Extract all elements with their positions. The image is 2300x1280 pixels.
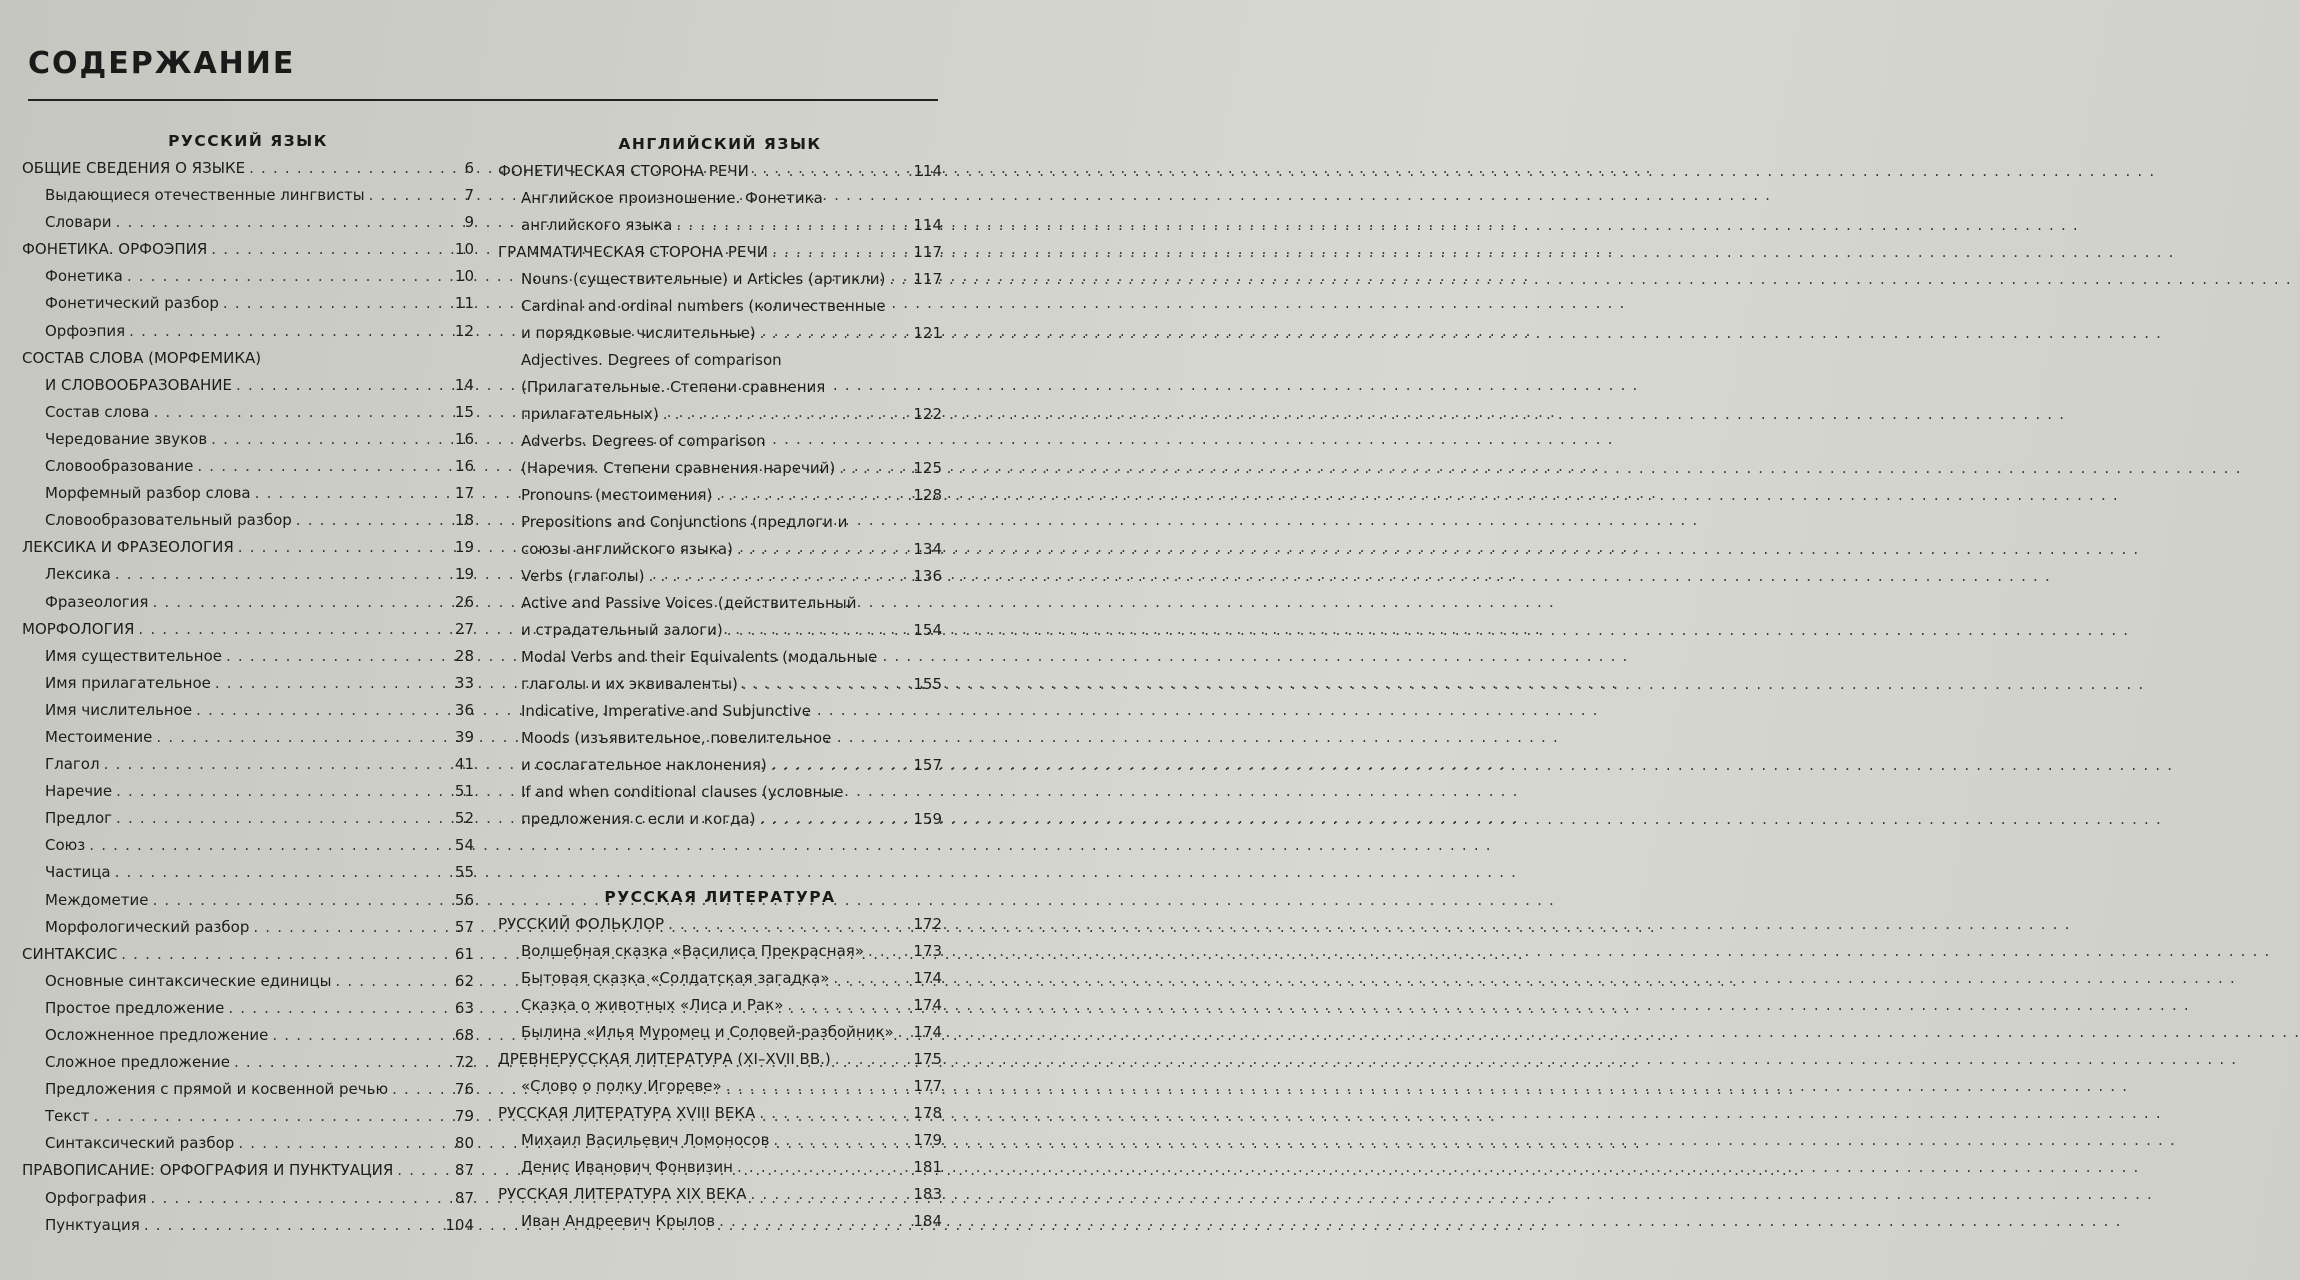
toc-entry-title: и страдательный залоги) xyxy=(521,621,723,639)
toc-entry[interactable] xyxy=(22,507,474,534)
dot-leader xyxy=(392,1076,453,1103)
toc-entry-title: Имя прилагательное xyxy=(45,673,211,692)
toc-entry[interactable] xyxy=(498,965,942,992)
toc-entry-title: Moods (изъявительное, повелительное xyxy=(521,729,832,747)
toc-entry-title: Морфемный разбор слова xyxy=(45,484,251,503)
toc-entry-title: Морфологический разбор xyxy=(45,917,250,936)
toc-entry[interactable] xyxy=(22,290,474,317)
toc-entry[interactable] xyxy=(22,724,474,751)
toc-entry[interactable] xyxy=(22,1076,474,1103)
toc-entry-title: Adjectives. Degrees of comparison xyxy=(521,351,782,369)
dot-leader xyxy=(238,1130,453,1157)
dot-leader xyxy=(750,1181,911,1208)
toc-entry-page-number: 178 xyxy=(913,1104,942,1122)
dot-leader xyxy=(726,1073,912,1100)
toc-entry[interactable] xyxy=(22,643,474,670)
toc-entry-title: союзы английского языка) xyxy=(521,540,733,558)
toc-entry-page-number: 159 xyxy=(913,810,942,828)
dot-leader xyxy=(197,453,453,480)
toc-entry[interactable] xyxy=(498,644,942,671)
toc-entry-page-number: 54 xyxy=(454,836,474,855)
toc-entry-page-number: 87 xyxy=(454,1161,474,1180)
toc-entry[interactable] xyxy=(498,428,942,455)
toc-entry-title: Состав слова xyxy=(45,402,150,421)
toc-entry[interactable] xyxy=(22,995,474,1022)
dot-leader xyxy=(116,209,463,236)
dot-leader xyxy=(719,1208,911,1235)
toc-entry-title: Pronouns (местоимения) xyxy=(521,486,713,504)
dot-leader xyxy=(226,643,453,670)
toc-entry[interactable] xyxy=(498,1181,942,1208)
dot-leader xyxy=(663,401,912,428)
toc-entry[interactable] xyxy=(498,806,942,833)
toc-entry-title: Предлог xyxy=(45,809,113,828)
toc-entry-title: Синтаксический разбор xyxy=(45,1134,235,1153)
toc-entry[interactable] xyxy=(22,182,474,209)
toc-entry-title: ФОНЕТИЧЕСКАЯ СТОРОНА РЕЧИ xyxy=(498,162,749,180)
toc-entry-page-number: 28 xyxy=(454,646,474,665)
toc-entry[interactable] xyxy=(22,778,474,805)
toc-entry-page-number: 177 xyxy=(913,1077,942,1095)
page-title: СОДЕРЖАНИЕ xyxy=(28,46,296,81)
section-gap xyxy=(498,833,942,884)
toc-entry-page-number: 63 xyxy=(454,998,474,1017)
dot-leader xyxy=(369,182,463,209)
toc-entry[interactable] xyxy=(22,399,474,426)
toc-entry-title: Фразеология xyxy=(45,592,149,611)
toc-entry-title: Modal Verbs and their Equivalents (модальные xyxy=(521,648,878,666)
dot-leader xyxy=(115,561,453,588)
dot-leader xyxy=(127,263,453,290)
toc-entry[interactable] xyxy=(498,590,942,617)
toc-entry-page-number: 16 xyxy=(454,457,474,476)
toc-entry-page-number: 33 xyxy=(454,673,474,692)
toc-entry[interactable] xyxy=(498,1154,942,1181)
toc-entry-page-number: 6 xyxy=(464,159,474,177)
toc-entry-title: Словообразование xyxy=(45,457,194,476)
dot-leader xyxy=(676,212,911,239)
toc-entry-page-number: 134 xyxy=(913,540,942,558)
toc-entry-page-number: 179 xyxy=(913,1131,942,1149)
toc-entry-page-number: 122 xyxy=(913,405,942,423)
toc-entry-title: Глагол xyxy=(45,755,100,774)
toc-entry-title: Орфография xyxy=(45,1188,147,1207)
toc-entry-title: прилагательных) xyxy=(521,405,659,423)
toc-entry[interactable] xyxy=(498,374,942,401)
toc-entry[interactable] xyxy=(498,752,942,779)
toc-entry-page-number: 55 xyxy=(454,863,474,882)
dot-leader xyxy=(272,1022,453,1049)
toc-entry-title: Союз xyxy=(45,836,86,855)
toc-entry-title: СОСТАВ СЛОВА (МОРФЕМИКА) xyxy=(22,348,262,367)
dot-leader xyxy=(727,617,912,644)
toc-entry-title: Имя существительное xyxy=(45,646,222,665)
toc-entry-title: Местоимение xyxy=(45,727,153,746)
toc-entry-page-number: 41 xyxy=(454,755,474,774)
toc-list-russian-language xyxy=(22,155,474,1239)
toc-entry-page-number: 11 xyxy=(454,294,474,313)
toc-entry[interactable] xyxy=(498,617,942,644)
toc-entry[interactable] xyxy=(22,263,474,290)
dot-leader xyxy=(196,697,453,724)
toc-entry[interactable] xyxy=(498,347,942,374)
toc-entry-title: Орфоэпия xyxy=(45,321,126,340)
toc-entry-title: Междометие xyxy=(45,890,149,909)
toc-entry-page-number: 68 xyxy=(454,1026,474,1044)
toc-entry-page-number: 136 xyxy=(913,567,942,585)
dot-leader xyxy=(116,778,453,805)
toc-entry-title: и сослагательное наклонения) xyxy=(521,756,767,774)
toc-entry-title: Михаил Васильевич Ломоносов xyxy=(521,1131,770,1149)
toc-entry[interactable] xyxy=(22,480,474,507)
toc-entry-title: Частица xyxy=(45,863,111,882)
dot-leader xyxy=(234,1049,453,1076)
toc-entry-page-number: 72 xyxy=(454,1053,474,1072)
toc-entry[interactable] xyxy=(498,536,942,563)
toc-entry[interactable] xyxy=(498,725,942,752)
toc-entry-page-number: 125 xyxy=(913,459,942,477)
toc-entry-page-number: 175 xyxy=(913,1050,942,1068)
dot-leader xyxy=(648,563,911,590)
toc-entry-page-number: 36 xyxy=(454,700,474,719)
dot-leader xyxy=(144,1212,444,1239)
toc-entry-page-number: 15 xyxy=(454,402,474,421)
toc-entry-title: ДРЕВНЕРУССКАЯ ЛИТЕРАТУРА (XI–XVII ВВ.) xyxy=(498,1050,831,1068)
toc-entry-title: Словари xyxy=(45,213,112,232)
dot-leader xyxy=(116,805,453,832)
dot-leader xyxy=(138,616,453,643)
toc-entry-page-number: 12 xyxy=(454,321,474,340)
toc-entry-title: «Слово о полку Игореве» xyxy=(521,1077,722,1095)
toc-entry-page-number: 172 xyxy=(913,915,942,933)
toc-entry-page-number: 76 xyxy=(454,1080,474,1099)
toc-entry-page-number: 117 xyxy=(913,243,942,261)
right-column xyxy=(498,131,942,1235)
dot-leader xyxy=(211,236,453,263)
dot-leader xyxy=(129,318,453,345)
toc-entry-title: Indicative, Imperative and Subjunctive xyxy=(521,702,811,720)
dot-leader xyxy=(115,859,453,886)
dot-leader xyxy=(228,995,453,1022)
toc-entry[interactable] xyxy=(498,266,942,293)
dot-leader xyxy=(156,724,452,751)
toc-entry-page-number: 79 xyxy=(454,1107,474,1126)
dot-leader xyxy=(223,290,453,317)
dot-leader xyxy=(335,968,452,995)
toc-entry[interactable] xyxy=(498,239,942,266)
toc-entry[interactable] xyxy=(498,671,942,698)
toc-entry[interactable] xyxy=(498,158,942,185)
toc-entry-title: Денис Иванович Фонвизин xyxy=(521,1158,733,1176)
toc-entry[interactable] xyxy=(22,751,474,778)
toc-entry-page-number: 19 xyxy=(454,538,474,557)
toc-entry[interactable] xyxy=(498,1208,942,1235)
toc-entry[interactable] xyxy=(22,236,474,263)
toc-entry[interactable] xyxy=(498,1073,942,1100)
toc-entry-page-number: 26 xyxy=(454,592,474,611)
toc-entry-title: Сказка о животных «Лиса и Рак» xyxy=(521,996,784,1014)
dot-leader xyxy=(742,671,912,698)
toc-entry[interactable] xyxy=(22,345,474,372)
toc-entry-title: РУССКАЯ ЛИТЕРАТУРА XVIII ВЕКА xyxy=(498,1104,756,1122)
toc-entry-page-number: 104 xyxy=(445,1215,474,1234)
toc-entry-title: Английское произношение. Фонетика xyxy=(521,189,823,207)
dot-leader xyxy=(898,1019,912,1046)
toc-entry-title: ГРАММАТИЧЕСКАЯ СТОРОНА РЕЧИ xyxy=(498,243,768,261)
toc-entry-page-number: 39 xyxy=(454,727,474,746)
dot-leader xyxy=(249,155,462,182)
dot-leader xyxy=(772,239,911,266)
toc-entry[interactable] xyxy=(22,616,474,643)
toc-entry-title: РУССКИЙ ФОЛЬКЛОР xyxy=(498,915,665,933)
toc-entry[interactable] xyxy=(22,1185,474,1212)
toc-entry-page-number: 10 xyxy=(454,240,474,259)
toc-entry-page-number: 57 xyxy=(454,917,474,936)
section-heading-english-language: АНГЛИЙСКИЙ ЯЗЫК xyxy=(618,135,822,153)
toc-entry[interactable] xyxy=(498,320,942,347)
toc-entry-title: СИНТАКСИС xyxy=(22,944,118,963)
toc-entry-page-number: 10 xyxy=(454,267,474,286)
toc-entry-title: Пунктуация xyxy=(45,1215,140,1234)
toc-entry[interactable] xyxy=(498,992,942,1019)
toc-list-english-language xyxy=(498,158,942,833)
toc-entry-page-number: 87 xyxy=(454,1188,474,1207)
dot-leader xyxy=(716,482,911,509)
toc-entry[interactable] xyxy=(22,941,474,968)
toc-entry[interactable] xyxy=(498,563,942,590)
section-heading-russian-language: РУССКИЙ ЯЗЫК xyxy=(168,132,328,150)
toc-entry-title: Nouns (существительные) и Articles (артикли) xyxy=(521,270,886,288)
toc-entry-title: Prepositions and Conjunctions (предлоги и xyxy=(521,513,848,531)
toc-entry-title: МОРФОЛОГИЯ xyxy=(22,619,135,638)
toc-entry-title: Фонетика xyxy=(45,267,123,286)
toc-entry-title: Бытовая сказка «Солдатская загадка» xyxy=(521,969,830,987)
dot-leader xyxy=(759,806,911,833)
dot-leader xyxy=(737,1154,911,1181)
toc-entry[interactable] xyxy=(498,482,942,509)
toc-entry[interactable] xyxy=(22,318,474,345)
toc-entry-page-number: 14 xyxy=(454,375,474,394)
dot-leader xyxy=(255,480,453,507)
toc-entry-page-number: 114 xyxy=(913,216,942,234)
toc-entry-title: (Прилагательные. Степени сравнения xyxy=(521,378,826,396)
toc-entry-title: Былина «Илья Муромец и Соловей-разбойник» xyxy=(521,1023,894,1041)
section-heading-russian-literature: РУССКАЯ ЛИТЕРАТУРА xyxy=(604,888,836,906)
toc-entry-page-number: 27 xyxy=(454,619,474,638)
toc-entry-page-number: 61 xyxy=(454,944,474,963)
dot-leader xyxy=(121,941,453,968)
dot-leader xyxy=(215,670,453,697)
toc-entry[interactable] xyxy=(498,938,942,965)
toc-entry[interactable] xyxy=(22,453,474,480)
toc-entry-title: Adverbs. Degrees of comparison xyxy=(521,432,766,450)
dot-leader xyxy=(93,1103,452,1130)
dot-leader xyxy=(833,965,911,992)
toc-entry-title: Иван Андреевич Крылов xyxy=(521,1212,716,1230)
toc-entry-title: Осложненное предложение xyxy=(45,1026,269,1044)
toc-entry[interactable] xyxy=(498,212,942,239)
toc-entry[interactable] xyxy=(22,1130,474,1157)
toc-entry-title: и порядковые числительные) xyxy=(521,324,756,342)
toc-entry[interactable] xyxy=(22,832,474,859)
dot-leader xyxy=(151,1185,453,1212)
toc-entry-title: ФОНЕТИКА. ОРФОЭПИЯ xyxy=(22,240,208,259)
dot-leader xyxy=(889,266,911,293)
toc-entry-page-number: 56 xyxy=(454,890,474,909)
toc-entry[interactable] xyxy=(498,293,942,320)
toc-entry[interactable] xyxy=(22,1022,474,1049)
toc-entry-title: (Наречия. Степени сравнения наречий) xyxy=(521,459,836,477)
dot-leader xyxy=(787,992,911,1019)
toc-entry-title: Простое предложение xyxy=(45,998,225,1017)
toc-entry[interactable] xyxy=(498,401,942,428)
toc-entry-title: Основные синтаксические единицы xyxy=(45,971,332,990)
toc-entry-title: глаголы и их эквиваленты) xyxy=(521,675,738,693)
toc-entry-page-number: 16 xyxy=(454,429,474,448)
dot-leader xyxy=(104,751,453,778)
dot-leader xyxy=(759,1100,911,1127)
toc-entry[interactable] xyxy=(498,509,942,536)
toc-entry-page-number: 9 xyxy=(464,213,474,232)
toc-entry-page-number: 181 xyxy=(913,1158,942,1176)
dot-leader xyxy=(153,399,452,426)
toc-entry-title: Сложное предложение xyxy=(45,1053,230,1072)
toc-entry-title: Имя числительное xyxy=(45,700,193,719)
toc-entry[interactable] xyxy=(22,1049,474,1076)
toc-entry-page-number: 154 xyxy=(913,621,942,639)
toc-entry-page-number: 155 xyxy=(913,675,942,693)
toc-entry[interactable] xyxy=(22,561,474,588)
toc-entry-page-number: 117 xyxy=(913,270,942,288)
toc-entry-title: Предложения с прямой и косвенной речью xyxy=(45,1080,389,1099)
toc-entry[interactable] xyxy=(22,968,474,995)
toc-entry-page-number: 173 xyxy=(913,942,942,960)
dot-leader xyxy=(760,320,912,347)
dot-leader xyxy=(771,752,912,779)
toc-entry-page-number: 184 xyxy=(913,1212,942,1230)
toc-entry-title: ЛЕКСИКА И ФРАЗЕОЛОГИЯ xyxy=(22,538,234,557)
toc-entry[interactable] xyxy=(22,670,474,697)
toc-entry-title: Лексика xyxy=(45,565,111,584)
toc-entry-title: Verbs (глаголы) xyxy=(521,567,645,585)
dot-leader xyxy=(253,914,453,941)
dot-leader xyxy=(296,507,453,534)
toc-entry-title: Словообразовательный разбор xyxy=(45,511,292,530)
toc-entry-title: английского языка xyxy=(521,216,673,234)
toc-entry-page-number: 174 xyxy=(913,969,942,987)
toc-entry-title: ОБЩИЕ СВЕДЕНИЯ О ЯЗЫКЕ xyxy=(22,159,246,177)
toc-entry-page-number: 19 xyxy=(454,565,474,584)
toc-entry-page-number: 157 xyxy=(913,756,942,774)
toc-entry-title: Фонетический разбор xyxy=(45,294,219,313)
toc-entry[interactable] xyxy=(22,805,474,832)
dot-leader xyxy=(236,372,453,399)
toc-entry[interactable] xyxy=(22,589,474,616)
toc-entry[interactable] xyxy=(498,911,942,938)
dot-leader xyxy=(737,536,911,563)
toc-entry-title: Active and Passive Voices (действительный xyxy=(521,594,857,612)
toc-entry-page-number: 174 xyxy=(913,1023,942,1041)
dot-leader xyxy=(211,426,453,453)
toc-entry-title: Наречие xyxy=(45,782,113,801)
dot-leader xyxy=(153,887,453,914)
toc-entry[interactable] xyxy=(22,1103,474,1130)
toc-entry[interactable] xyxy=(22,534,474,561)
toc-entry-title: Cardinal and ordinal numbers (количественные xyxy=(521,297,886,315)
toc-entry[interactable] xyxy=(22,1212,474,1239)
toc-entry-title: Выдающиеся отечественные лингвисты xyxy=(45,186,365,205)
toc-entry[interactable] xyxy=(498,1127,942,1154)
toc-entry[interactable] xyxy=(498,779,942,806)
dot-leader xyxy=(868,938,911,965)
dot-leader xyxy=(668,911,911,938)
toc-entry-page-number: 128 xyxy=(913,486,942,504)
toc-entry[interactable] xyxy=(22,887,474,914)
toc-entry[interactable] xyxy=(498,1019,942,1046)
toc-entry[interactable] xyxy=(498,1046,942,1073)
toc-entry-page-number: 18 xyxy=(454,511,474,530)
toc-entry-title: Чередование звуков xyxy=(45,429,208,448)
toc-entry-page-number: 174 xyxy=(913,996,942,1014)
dot-leader xyxy=(839,455,911,482)
dot-leader xyxy=(773,1127,911,1154)
toc-entry-title: И СЛОВООБРАЗОВАНИЕ xyxy=(45,375,233,394)
toc-list-russian-literature xyxy=(498,911,942,1235)
dot-leader xyxy=(753,158,912,185)
toc-entry[interactable] xyxy=(22,155,474,182)
title-divider xyxy=(28,99,938,101)
toc-entry[interactable] xyxy=(22,209,474,236)
toc-entry[interactable] xyxy=(22,914,474,941)
toc-entry[interactable] xyxy=(22,426,474,453)
dot-leader xyxy=(397,1157,453,1184)
toc-entry[interactable] xyxy=(498,698,942,725)
dot-leader xyxy=(835,1046,912,1073)
toc-entry[interactable] xyxy=(498,1100,942,1127)
toc-entry[interactable] xyxy=(22,859,474,886)
toc-entry[interactable] xyxy=(498,185,942,212)
dot-leader xyxy=(152,589,452,616)
toc-entry-page-number: 17 xyxy=(454,484,474,503)
toc-entry[interactable] xyxy=(22,697,474,724)
toc-entry-page-number: 7 xyxy=(464,186,474,205)
toc-entry-title: предложения с если и когда) xyxy=(521,810,756,828)
toc-entry-page-number: 114 xyxy=(913,162,942,180)
toc-entry-title: If and when conditional clauses (условные xyxy=(521,783,844,801)
dot-leader xyxy=(89,832,453,859)
toc-entry-title: Волшебная сказка «Василиса Прекрасная» xyxy=(521,942,864,960)
dot-leader xyxy=(238,534,453,561)
toc-entry-page-number: 51 xyxy=(454,782,474,801)
toc-entry-page-number: 62 xyxy=(454,971,474,990)
russian-language-column xyxy=(22,128,474,1239)
toc-entry[interactable] xyxy=(22,1157,474,1184)
toc-entry-page-number: 183 xyxy=(913,1185,942,1203)
toc-entry-page-number: 52 xyxy=(454,809,474,828)
toc-entry[interactable] xyxy=(498,455,942,482)
toc-entry-title: ПРАВОПИСАНИЕ: ОРФОГРАФИЯ И ПУНКТУАЦИЯ xyxy=(22,1161,394,1180)
toc-entry-title: Текст xyxy=(45,1107,90,1126)
toc-entry[interactable] xyxy=(22,372,474,399)
toc-entry-page-number: 80 xyxy=(454,1134,474,1153)
toc-entry-page-number: 121 xyxy=(913,324,942,342)
toc-entry-title: РУССКАЯ ЛИТЕРАТУРА XIX ВЕКА xyxy=(498,1185,747,1203)
